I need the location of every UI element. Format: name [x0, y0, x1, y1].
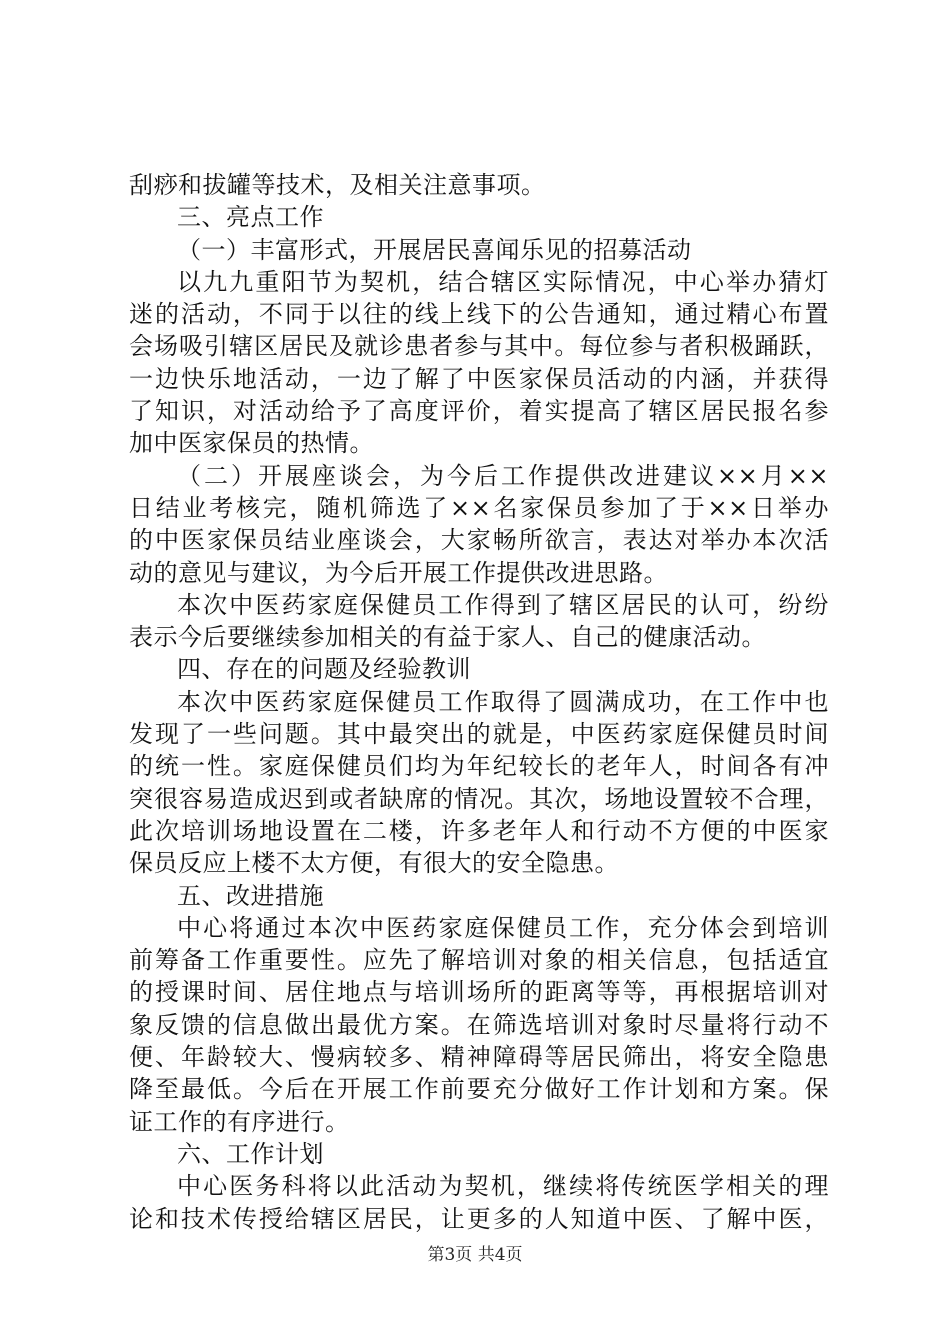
text-line: 的中医家保员结业座谈会，大家畅所欲言，表达对举办本次活: [129, 526, 829, 555]
text-line: 突很容易造成迟到或者缺席的情况。其次，场地设置较不合理，: [129, 784, 829, 813]
subsection-heading: （一）丰富形式，开展居民喜闻乐见的招募活动: [177, 235, 692, 264]
subsection-heading: （二）开展座谈会，为今后工作提供改进建议××月××: [177, 461, 829, 490]
section-heading: 四、存在的问题及经验教训: [177, 655, 471, 684]
text-line: 此次培训场地设置在二楼，许多老年人和行动不方便的中医家: [129, 816, 829, 845]
text-line: 迷的活动，不同于以往的线上线下的公告通知，通过精心布置: [129, 300, 829, 329]
text-line: 会场吸引辖区居民及就诊患者参与其中。每位参与者积极踊跃，: [129, 332, 829, 361]
text-line: 便、年龄较大、慢病较多、精神障碍等居民筛出，将安全隐患: [129, 1043, 829, 1072]
document-body: [129, 169, 829, 1235]
text-line: 刮痧和拔罐等技术，及相关注意事项。: [129, 171, 546, 199]
text-line: 表示今后要继续参加相关的有益于家人、自己的健康活动。: [129, 623, 766, 652]
text-line: 的授课时间、居住地点与培训场所的距离等等，再根据培训对: [129, 978, 829, 1007]
section-heading: 五、改进措施: [177, 881, 324, 910]
text-line: 了知识，对活动给予了高度评价，着实提高了辖区居民报名参: [129, 397, 829, 426]
text-line: 象反馈的信息做出最优方案。在筛选培训对象时尽量将行动不: [129, 1010, 829, 1039]
section-heading: 六、工作计划: [177, 1139, 324, 1168]
text-line: 前筹备工作重要性。应先了解培训对象的相关信息，包括适宜: [129, 946, 829, 975]
text-line: 证工作的有序进行。: [129, 1107, 350, 1136]
text-line: 本次中医药家庭保健员工作取得了圆满成功，在工作中也: [177, 687, 829, 716]
text-line: 中心医务科将以此活动为契机，继续将传统医学相关的理: [177, 1172, 829, 1201]
text-line: 加中医家保员的热情。: [129, 429, 374, 458]
text-line: 以九九重阳节为契机，结合辖区实际情况，中心举办猜灯: [177, 267, 829, 296]
text-line: 一边快乐地活动，一边了解了中医家保员活动的内涵，并获得: [129, 364, 829, 393]
text-line: 中心将通过本次中医药家庭保健员工作，充分体会到培训: [177, 913, 829, 942]
text-line: 的统一性。家庭保健员们均为年纪较长的老年人，时间各有冲: [129, 752, 829, 781]
text-line: 论和技术传授给辖区居民，让更多的人知道中医、了解中医，: [129, 1204, 829, 1233]
text-line: 发现了一些问题。其中最突出的就是，中医药家庭保健员时间: [129, 720, 829, 749]
page-number-footer: 第3页 共4页: [427, 1245, 523, 1265]
text-line: 本次中医药家庭保健员工作得到了辖区居民的认可，纷纷: [177, 590, 829, 619]
text-line: 保员反应上楼不太方便，有很大的安全隐患。: [129, 849, 619, 878]
text-line: 动的意见与建议，为今后开展工作提供改进思路。: [129, 558, 668, 587]
section-heading: 三、亮点工作: [177, 203, 324, 232]
text-line: 降至最低。今后在开展工作前要充分做好工作计划和方案。保: [129, 1075, 829, 1104]
text-line: 日结业考核完，随机筛选了××名家保员参加了于××日举办: [129, 493, 829, 522]
